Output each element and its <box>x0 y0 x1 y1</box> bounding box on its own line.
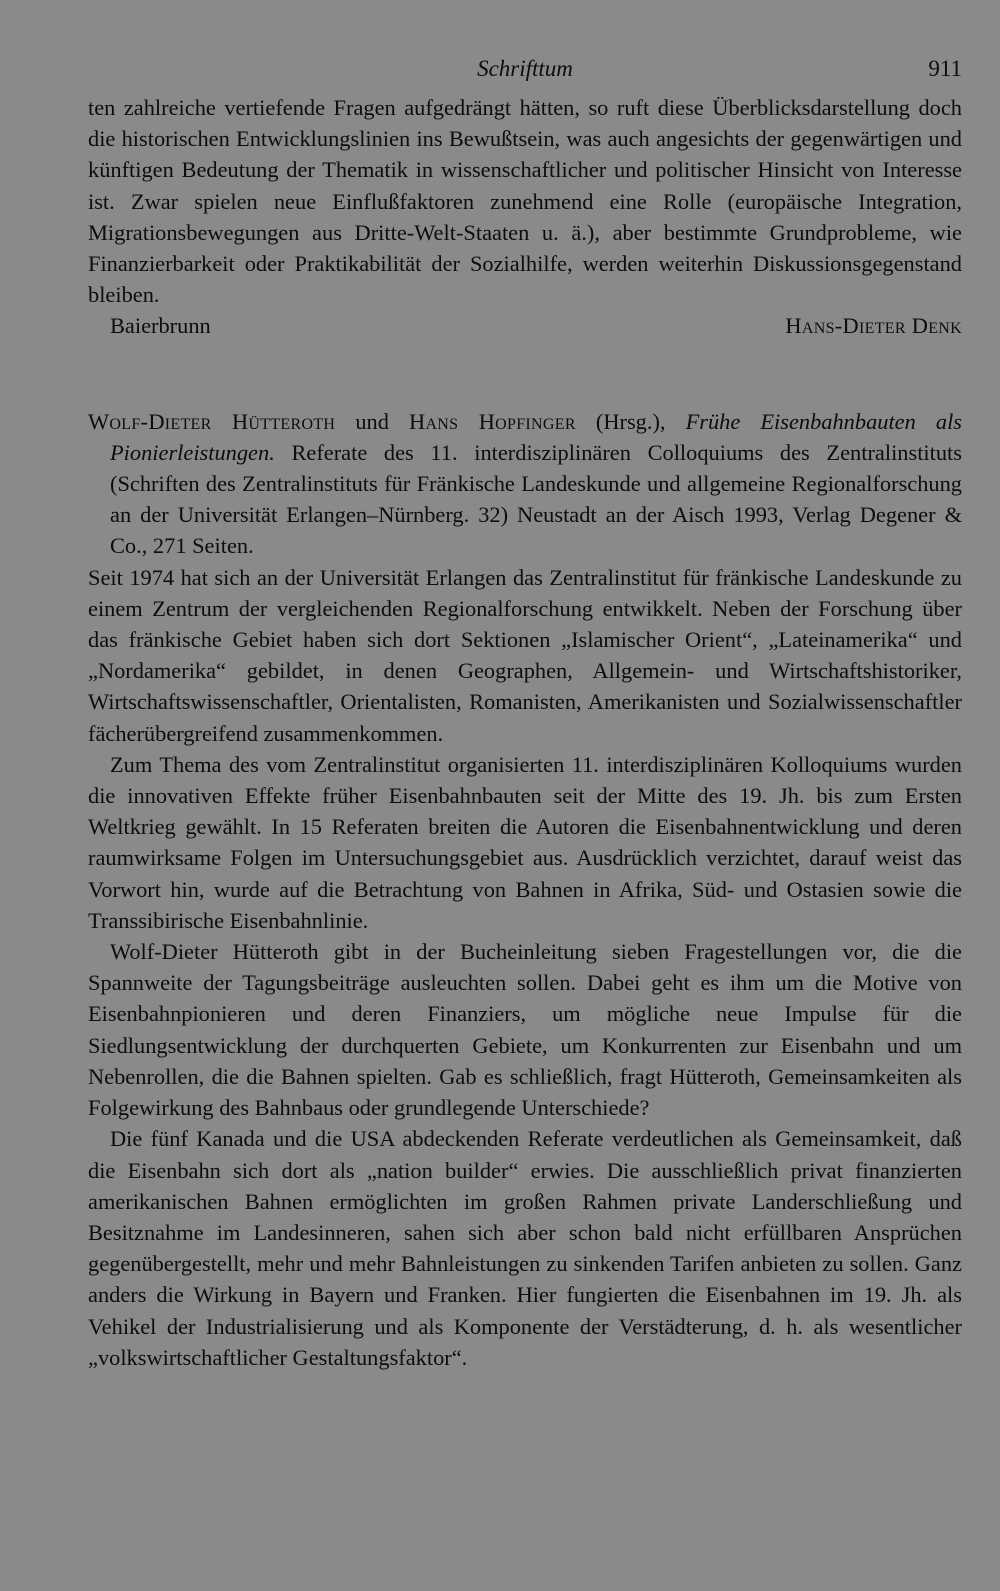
body-paragraph: Die fünf Kanada und die USA abdeckenden Referate verdeutlichen als Gemeinsamkeit, daß die Eisenbahn sich dort als „nation builder“ erwies. Die ausschließlich privat finanzierten amerikanischen Bahnen ermöglichten im großen Rahmen private Landerschließung und Besitznahme im Landesinneren, sahen sich aber schon bald nicht erfüllbaren Ansprüchen gegenübergestellt, mehr und mehr Bahnleistungen zu sinkenden Tarifen anbieten zu sollen. Ganz anders die Wirkung in Bayern und Franken. Hier fungierten die Eisenbahnen im 19. Jh. als Vehikel der Industrialisierung und als Komponente der Verstädterung, d. h. als wesentlicher „volkswirtschaftlicher Gestaltungsfaktor“. <box>88 1126 962 1370</box>
bibliographic-entry <box>88 406 962 562</box>
book-author: Wolf-Dieter Hütteroth <box>88 408 336 434</box>
book-author: Hans Hopfinger <box>408 408 576 434</box>
page-number: 911 <box>928 56 962 81</box>
book-title: Frühe Eisenbahnbauten als Pionierleistungen. <box>110 408 963 465</box>
reviewer-signature <box>88 310 962 341</box>
body-paragraph: Seit 1974 hat sich an der Universität Erlangen das Zentralinstitut für fränkische Landeskunde zu einem Zentrum der vergleichenden Regionalforschung entwikkelt. Neben der Forschung über das fränkische Gebiet haben sich dort Sektionen „Islamischer Orient“, „Lateinamerika“ und „Nordamerika“ gebildet, in denen Geographen, Allgemein- und Wirtschaftshistoriker, Wirtschaftswissenschaftler, Orientalisten, Romanisten, Amerikanisten und Sozialwissenschaftler fächerübergreifend zusammenkommen. <box>88 564 962 746</box>
document-page <box>88 52 962 1373</box>
running-title: Schrifttum <box>477 56 573 81</box>
body-paragraph: ten zahlreiche vertiefende Fragen aufgedrängt hätten, so ruft diese Überblicksdarstellung doch die historischen Entwicklungslinien ins Bewußtsein, was auch angesichts der gegenwärtigen und künftigen Bedeutung der Thematik in wissenschaftlicher und politischer Hinsicht von Interesse ist. Zwar spielen neue Einflußfaktoren zunehmend eine Rolle (europäische Integration, Migrationsbewegungen aus Dritte-Welt-Staaten u. ä.), aber bestimmte Grundprobleme, wie Finanzierbarkeit oder Praktikabilität der Sozialhilfe, werden weiterhin Diskussionsgegenstand bleiben. <box>88 95 962 308</box>
bibliographic-details: Referate des 11. interdisziplinären Colloquiums des Zentralinstituts (Schriften des Zentralinstituts für Fränkische Landeskunde und allgemeine Regionalforschung an der Universität Erlangen–Nürnberg. 32) Neustadt an der Aisch 1993, Verlag Degener & Co., 271 Seiten. <box>110 439 962 559</box>
page-header <box>88 52 962 92</box>
editor-note: (Hrsg.), <box>575 408 686 434</box>
reviewer-place: Baierbrunn <box>110 313 211 339</box>
body-paragraph: Zum Thema des vom Zentralinstitut organisierten 11. interdisziplinären Kolloquiums wurden die innovativen Effekte früher Eisenbahnbauten seit der Mitte des 19. Jh. bis zum Ersten Weltkrieg gewählt. In 15 Referaten breiten die Autoren die Eisenbahnentwicklung und deren raumwirksame Folgen im Untersuchungsgebiet aus. Ausdrücklich verzichtet, darauf weist das Vorwort hin, wurde auf die Betrachtung von Bahnen in Afrika, Süd- und Ostasien sowie die Transsibirische Eisenbahnlinie. <box>88 751 962 933</box>
section-gap <box>88 342 962 406</box>
reviewer-name: Hans-Dieter Denk <box>785 313 962 339</box>
author-conjunction: und <box>335 408 409 434</box>
body-paragraph: Wolf-Dieter Hütteroth gibt in der Bucheinleitung sieben Fragestellungen vor, die die Spannweite der Tagungsbeiträge ausleuchten sollen. Dabei geht es ihm um die Motive von Eisenbahnpionieren und deren Finanziers, um mögliche neue Impulse für die Siedlungsentwicklung der durchquerten Gebiete, um Konkurrenten zur Eisenbahn und um Nebenrollen, die die Bahnen spielten. Gab es schließlich, fragt Hütteroth, Gemeinsamkeiten als Folgewirkung des Bahnbaus oder grundlegende Unterschiede? <box>88 939 962 1121</box>
